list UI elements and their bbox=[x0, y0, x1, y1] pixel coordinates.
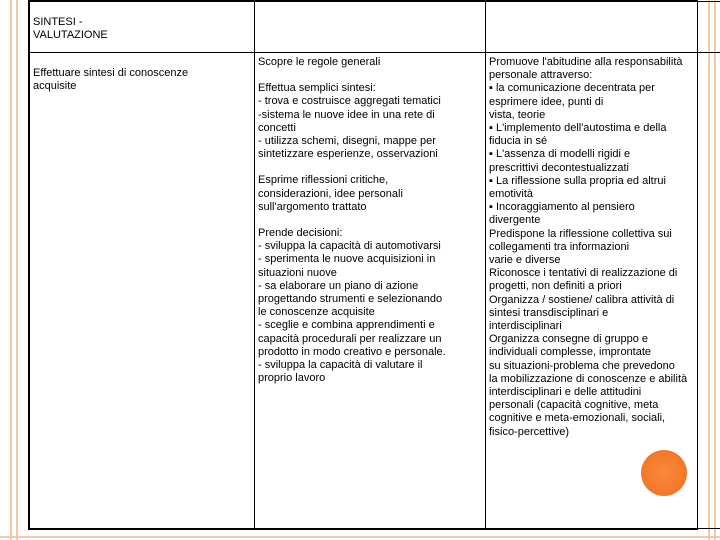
frame-line-left-outer bbox=[10, 0, 12, 540]
table-body-row bbox=[30, 53, 720, 529]
body-cell-2 bbox=[255, 53, 486, 529]
skill-block-2: Effettua semplici sintesi: - trova e costruisce aggregati tematici -sistema le nuove idee in una rete di concetti - utilizza schemi, disegni, mappe per sintetizzare esperienze, osservazioni bbox=[258, 82, 441, 161]
body-cell-1 bbox=[30, 53, 255, 529]
skill-block-3: Esprime riflessioni critiche, considerazioni, idee personali sull'argomento trattato bbox=[258, 174, 403, 213]
body-cell-3 bbox=[486, 53, 720, 529]
frame-line-bottom bbox=[0, 536, 720, 538]
table-header-row bbox=[30, 2, 720, 53]
objective-text: Effettuare sintesi di conoscenze acquisite bbox=[33, 67, 189, 93]
content-table-wrapper bbox=[28, 0, 698, 530]
header-cell-2 bbox=[255, 2, 486, 53]
teaching-actions-text: Promuove l'abitudine alla responsabilità personale attraverso: ▪ la comunicazione decentrata per esprimere idee, punti di vista, teorie ▪ L'implemento dell'autostima e della fiducia in sé ▪ L'assenza di modelli rigidi e prescrittivi decontestualizzati ▪ La riflessione sulla propria ed altrui emotività ▪ Incoraggiamento al pensiero divergente Predispone la riflessione collettiva sui collegamenti tra informazioni varie e diverse Riconosce i tentativi di realizzazione di progetti, non definiti a priori Organizza / sostiene/ calibra attività di sintesi transdisciplinari e interdisciplinari Organizza consegne di gruppo e individuali complesse, improntate su situazioni-problema che prevedono la mobilizzazione di conoscenze e abilità interdisciplinari e delle attitudini personali (capacità cognitive, meta cognitive e meta-emozionali, sociali, fisico-percettive) bbox=[489, 56, 688, 438]
decorative-orange-circle bbox=[641, 450, 687, 496]
skill-block-1: Scopre le regole generali bbox=[258, 56, 381, 68]
header-cell-3 bbox=[486, 2, 720, 53]
skill-block-4: Prende decisioni: - sviluppa la capacità di automotivarsi - sperimenta le nuove acquisizioni in situazioni nuove - sa elaborare un piano di azione progettando strumenti e selezionando le conoscenze acquisite - sceglie e combina apprendimenti e capacità procedurali per realizzare un prodotto in modo creativo e personale. - sviluppa la capacità di valutare il proprio lavoro bbox=[258, 227, 446, 385]
spacer bbox=[258, 214, 482, 227]
content-table bbox=[29, 1, 720, 529]
frame-line-left-inner bbox=[16, 0, 18, 540]
spacer bbox=[258, 69, 482, 82]
spacer bbox=[258, 161, 482, 174]
header-cell-1 bbox=[30, 2, 255, 53]
header-cell-1-text: SINTESI - VALUTAZIONE bbox=[33, 16, 108, 42]
